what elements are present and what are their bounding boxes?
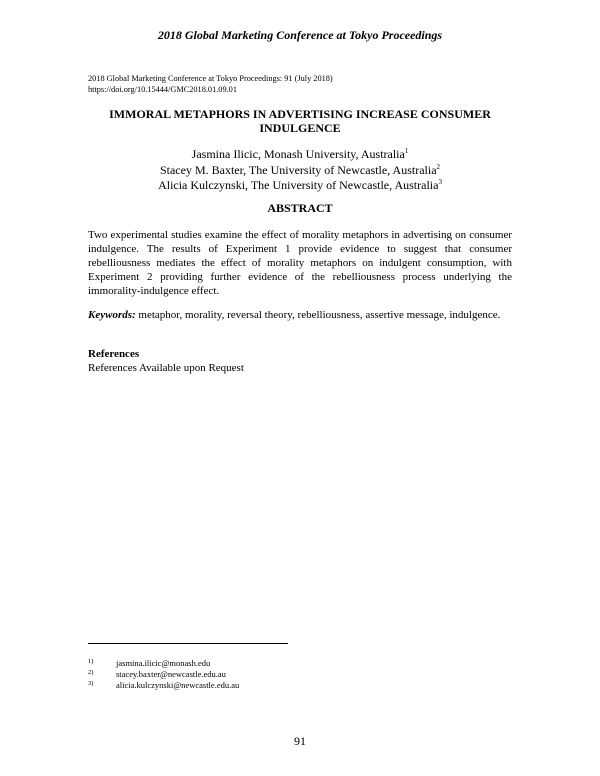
keywords-label: Keywords: [88, 309, 136, 321]
author-line [88, 163, 512, 179]
author-footnote-mark: 2 [436, 162, 441, 171]
keywords-text: metaphor, morality, reversal theory, rebelliousness, assertive message, indulgence. [135, 309, 501, 321]
citation-line: 2018 Global Marketing Conference at Tokyo Proceedings: 91 (July 2018) [88, 74, 333, 83]
running-header: 2018 Global Marketing Conference at Tokyo Proceedings [157, 28, 443, 42]
keywords-paragraph [88, 308, 512, 322]
paper-title: IMMORAL METAPHORS IN ADVERTISING INCREASE CONSUMER INDULGENCE [109, 107, 491, 135]
page-number: 91 [294, 734, 306, 748]
author-footnote-mark: 3 [438, 178, 442, 186]
references-body: References Available upon Request [88, 362, 244, 374]
references-heading: References [88, 348, 140, 360]
footnote-email: alicia.kulczynski@newcastle.edu.au [116, 680, 240, 690]
author-line [88, 147, 512, 163]
footnote [88, 658, 239, 669]
footnote [88, 669, 239, 680]
footnote [88, 680, 239, 691]
author-name: Jasmina Ilicic, Monash University, Australia [191, 147, 405, 161]
footnote-list [88, 658, 239, 691]
footnote-email: jasmina.ilicic@monash.edu [116, 658, 211, 668]
citation-block [88, 73, 528, 95]
footnote-marker: 1) [88, 658, 94, 665]
author-footnote-mark: 1 [404, 147, 409, 155]
author-list [88, 147, 512, 194]
footnote-divider [88, 643, 288, 644]
footnote-email: stacey.baxter@newcastle.edu.au [116, 669, 226, 679]
author-line [88, 178, 512, 194]
author-name: Stacey M. Baxter, The University of Newcastle, Australia [159, 162, 437, 177]
footnote-marker: 2) [88, 669, 94, 676]
abstract-heading: ABSTRACT [267, 201, 333, 215]
abstract-body: Two experimental studies examine the effect of morality metaphors in advertising on consumer indulgence. The results of Experiment 1 provide evidence to suggest that consumer rebelliousness mediates the effect of morality metaphors on indulgent consumption, with Experiment 2 providing further evidence of the rebelliousness process underlying the immorality-indulgence effect. [88, 229, 512, 297]
footnote-marker: 3) [88, 680, 94, 687]
author-name: Alicia Kulczynski, The University of Newcastle, Australia [158, 178, 439, 192]
doi-line: https://doi.org/10.15444/GMC2018.01.09.01 [88, 85, 237, 94]
